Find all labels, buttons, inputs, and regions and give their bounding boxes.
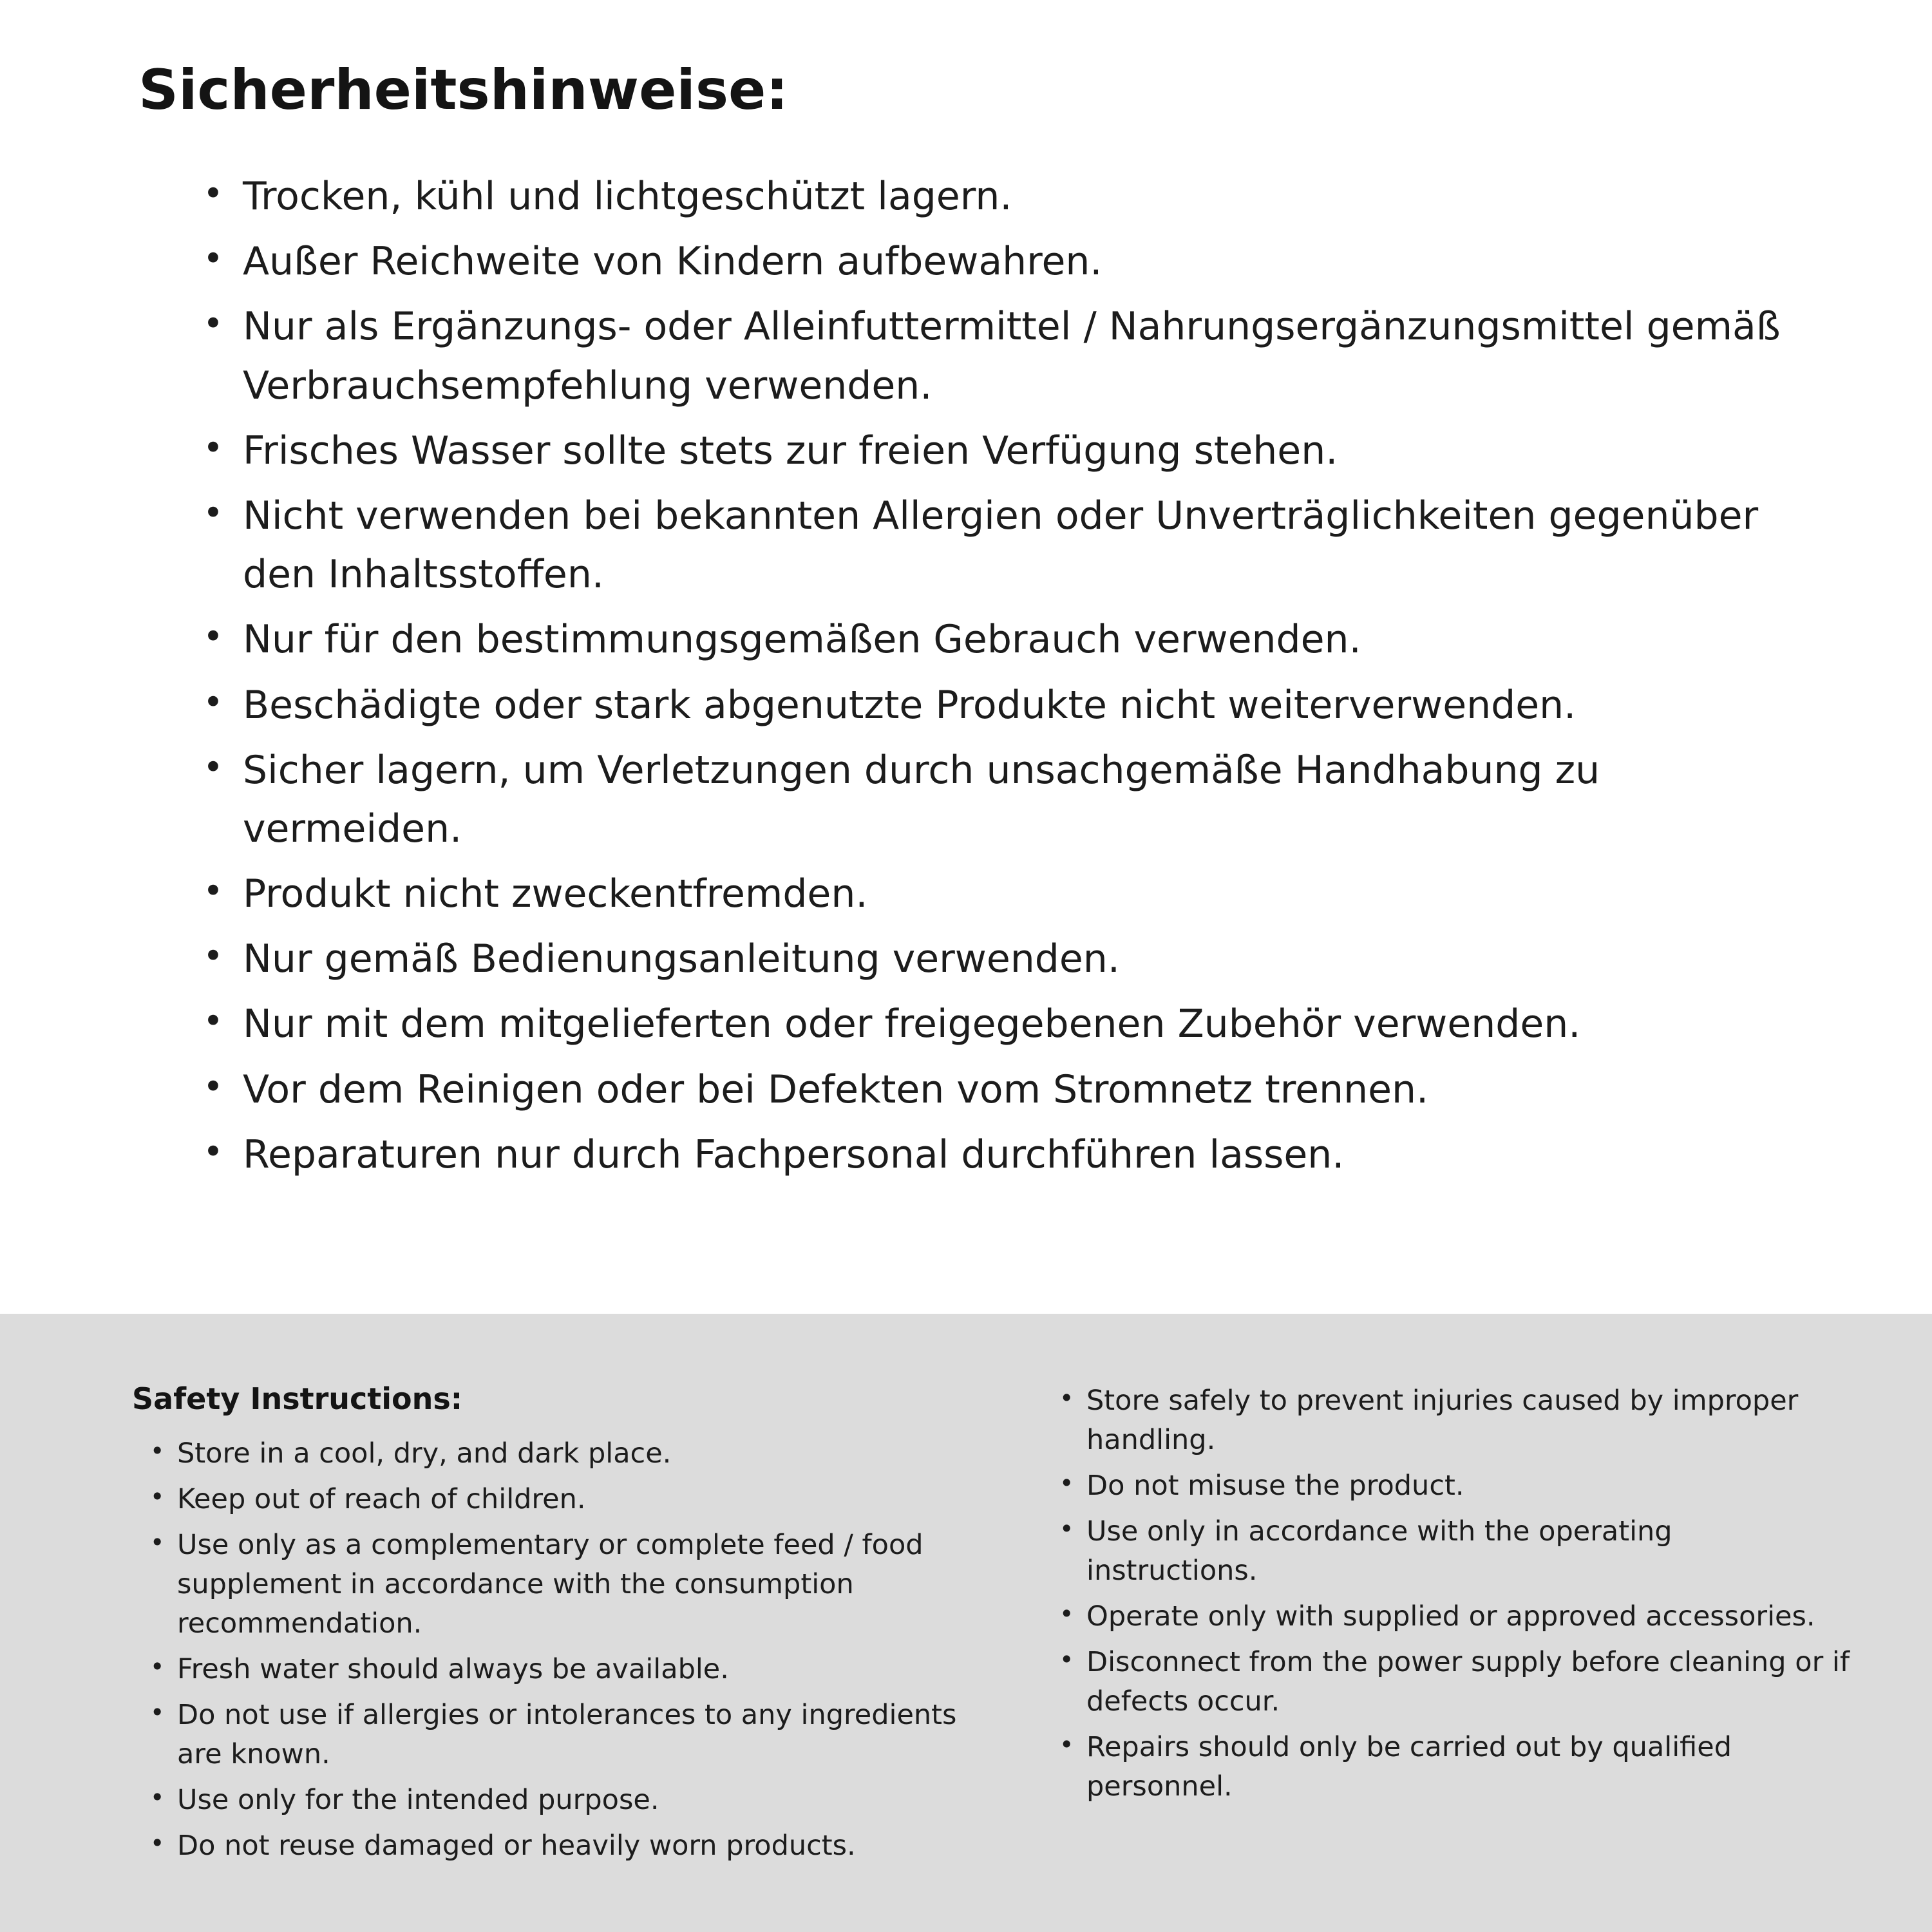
german-list-item: • Nur gemäß Bedienungsanleitung verwenden. <box>203 930 1829 989</box>
english-list-item: • Repairs should only be carried out by qualified personnel. <box>1059 1728 1852 1806</box>
english-list-item: • Fresh water should always be available. <box>150 1650 989 1689</box>
english-list-item: • Use only for the intended purpose. <box>150 1781 989 1820</box>
german-list-item: • Frisches Wasser sollte stets zur freien Verfügung stehen. <box>203 422 1829 480</box>
german-safety-list <box>138 167 1829 1184</box>
german-list-item: • Nicht verwenden bei bekannten Allergien oder Unverträglichkeiten gegenüber den Inhaltsstoffen. <box>203 487 1829 604</box>
german-list-item: • Produkt nicht zweckentfremden. <box>203 865 1829 923</box>
german-list-item: • Nur mit dem mitgelieferten oder freigegebenen Zubehör verwenden. <box>203 995 1829 1054</box>
german-list-item: • Beschädigte oder stark abgenutzte Produkte nicht weiterverwenden. <box>203 676 1829 735</box>
german-list-item: • Reparaturen nur durch Fachpersonal durchführen lassen. <box>203 1126 1829 1184</box>
english-list-item: • Operate only with supplied or approved accessories. <box>1059 1597 1852 1636</box>
english-safety-section <box>0 1314 1932 1932</box>
english-right-column <box>1059 1381 1852 1932</box>
english-right-list <box>1059 1381 1852 1806</box>
english-list-item: • Do not use if allergies or intolerances to any ingredients are known. <box>150 1696 989 1774</box>
english-list-item: • Store in a cool, dry, and dark place. <box>150 1434 989 1473</box>
german-list-item: • Trocken, kühl und lichtgeschützt lagern. <box>203 167 1829 226</box>
english-list-item: • Use only in accordance with the operating instructions. <box>1059 1512 1852 1591</box>
english-list-item: • Store safely to prevent injuries caused by improper handling. <box>1059 1381 1852 1460</box>
german-heading: Sicherheitshinweise: <box>138 58 788 122</box>
english-heading: Safety Instructions: <box>132 1381 463 1416</box>
english-list-item: • Disconnect from the power supply before cleaning or if defects occur. <box>1059 1643 1852 1721</box>
german-list-item: • Nur für den bestimmungsgemäßen Gebrauch verwenden. <box>203 611 1829 669</box>
german-list-item: • Nur als Ergänzungs- oder Alleinfuttermittel / Nahrungsergänzungsmittel gemäß Verbrauchsempfehlung verwenden. <box>203 298 1829 415</box>
english-list-item: • Do not misuse the product. <box>1059 1466 1852 1506</box>
english-left-column <box>132 1381 989 1932</box>
german-list-item: • Außer Reichweite von Kindern aufbewahren. <box>203 232 1829 291</box>
german-list-item: • Sicher lagern, um Verletzungen durch unsachgemäße Handhabung zu vermeiden. <box>203 741 1829 858</box>
english-list-item: • Use only as a complementary or complete feed / food supplement in accordance with the consumption recommendation. <box>150 1526 989 1643</box>
english-list-item: • Keep out of reach of children. <box>150 1480 989 1519</box>
english-list-item: • Do not reuse damaged or heavily worn products. <box>150 1826 989 1866</box>
english-left-list <box>132 1434 989 1866</box>
german-list-item: • Vor dem Reinigen oder bei Defekten vom Stromnetz trennen. <box>203 1061 1829 1119</box>
